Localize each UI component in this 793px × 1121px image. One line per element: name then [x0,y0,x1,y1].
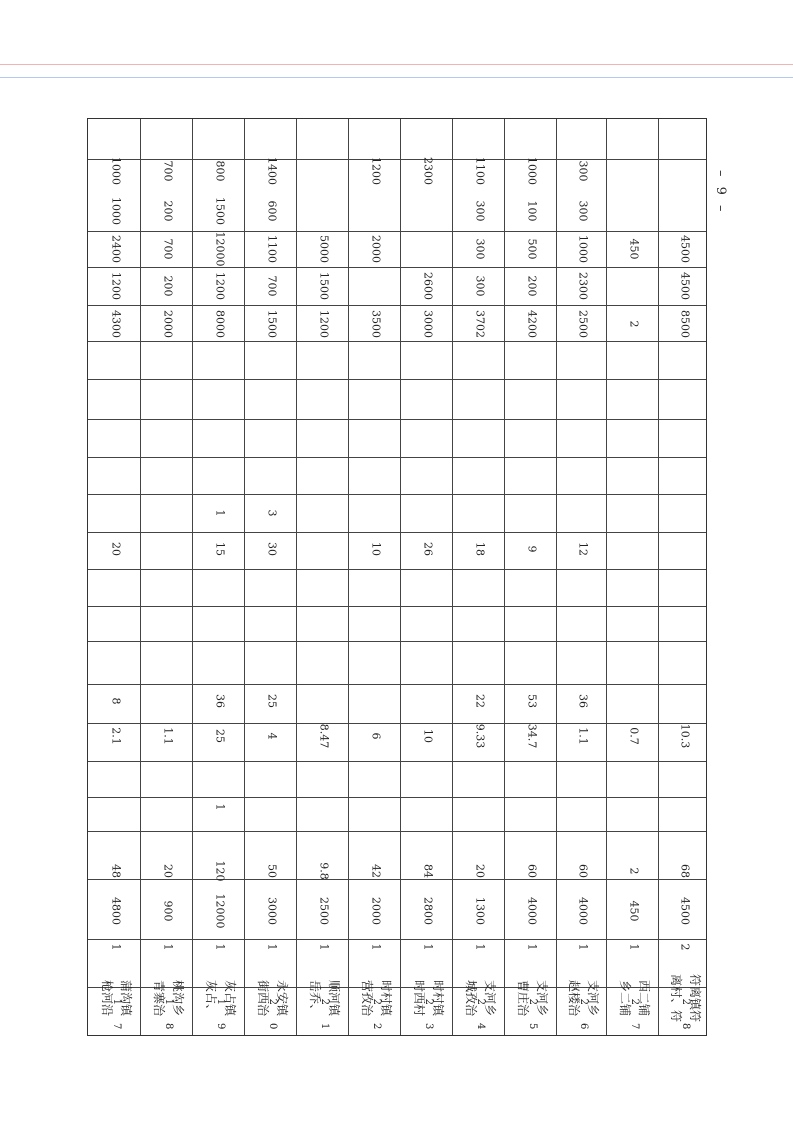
table-cell-c2: 12000 [213,893,227,929]
table-cell-c19: 200 [525,275,539,297]
table-cell-c12: 9 [525,545,539,553]
table-cell-c20: 12000 [213,231,227,267]
table-cell-c21: 200 [161,200,175,222]
table-cell-c1: 1 [213,943,227,951]
table-cell-c1: 1 [627,943,641,951]
row-divider [88,231,706,232]
column-divider [244,119,245,1035]
row-divider [88,684,706,685]
column-divider [504,119,505,1035]
table-cell-c3: 42 [369,864,383,878]
table-cell-c20: 450 [627,238,641,260]
row-divider [88,939,706,940]
page-number: – 9 – [713,170,728,215]
row-index: 25 [527,998,538,1048]
table-cell-c7: 10.3 [678,723,692,749]
table-cell-c19: 1500 [317,272,331,300]
table-cell-c18: 3702 [473,310,487,338]
table-cell-c19: 1200 [213,272,227,300]
table-cell-c2: 4000 [525,897,539,925]
table-cell-c12: 10 [369,542,383,556]
row-name: 桃沟乡 青寨治 [152,979,186,1017]
table-cell-c8: 8 [109,697,123,705]
header-rule-red [0,64,793,65]
table-cell-c22: 700 [161,160,175,182]
table-cell-c22: 1000 [109,157,123,185]
table-cell-c2: 4000 [576,897,590,925]
table-cell-c7: 10 [421,729,435,743]
table-cell-c7: 2.1 [109,727,123,745]
table-cell-c1: 2 [678,943,692,951]
row-name: 时村镇 时西村 [412,979,446,1017]
table-cell-c18: 2 [627,320,641,328]
table-cell-c3: 50 [265,864,279,878]
table-cell-c2: 2000 [369,897,383,925]
table-cell-c1: 1 [109,943,123,951]
row-divider [88,761,706,762]
table-cell-c18: 3500 [369,310,383,338]
row-index: 22 [371,998,382,1048]
table-cell-c21: 300 [576,200,590,222]
row-divider [88,879,706,880]
table-cell-c13: 1 [213,509,227,517]
table-cell-c1: 1 [421,943,435,951]
row-divider [88,532,706,533]
row-name: 西二铺 乡二铺 [618,979,652,1017]
table-cell-c20: 2000 [369,235,383,263]
table-cell-c2: 900 [161,900,175,922]
row-name: 顺河镇 岳乔、 [308,979,342,1017]
table-cell-c2: 450 [627,900,641,922]
table-cell-c18: 2500 [576,310,590,338]
table-cell-c21: 600 [265,200,279,222]
table-cell-c22: 800 [213,160,227,182]
table-cell-c20: 1000 [576,235,590,263]
table-cell-c18: 1500 [265,310,279,338]
table-cell-c18: 2000 [161,310,175,338]
table-cell-c7: 25 [213,729,227,743]
row-divider [88,419,706,420]
table-cell-c20: 1100 [265,235,279,263]
table-cell-c22: 300 [576,160,590,182]
column-divider [348,119,349,1035]
table-cell-c22: 1200 [369,157,383,185]
table-cell-c7: 0.7 [627,727,641,745]
row-divider [88,159,706,160]
table-cell-c3: 20 [473,864,487,878]
table-cell-c3: 2 [627,867,641,875]
table-cell-c12: 30 [265,542,279,556]
row-index: 27 [629,998,640,1048]
table-cell-c3: 120 [213,860,227,882]
row-divider [88,831,706,832]
table-cell-c7: 1.1 [576,727,590,745]
table-cell-c7: 1.1 [161,727,175,745]
table-cell-c8: 25 [265,694,279,708]
row-name: 灰占镇 灰占、 [204,979,238,1017]
table-cell-c7: 8.47 [317,723,331,749]
column-divider [400,119,401,1035]
column-divider [192,119,193,1035]
table-cell-c2: 1300 [473,897,487,925]
table-cell-c3: 20 [161,864,175,878]
column-divider [556,119,557,1035]
table-cell-c1: 1 [576,943,590,951]
column-divider [452,119,453,1035]
data-table [87,118,707,1048]
table-cell-c21: 1500 [213,197,227,225]
table-cell-c22: 2300 [421,157,435,185]
table-cell-c21: 300 [473,200,487,222]
table-cell-c22: 1000 [525,157,539,185]
row-index: 26 [578,998,589,1048]
table-cell-c3: 48 [109,864,123,878]
table-cell-c22: 1400 [265,157,279,185]
table-cell-c19: 700 [265,275,279,297]
table-cell-c1: 1 [317,943,331,951]
table-cell-c18: 8000 [213,310,227,338]
table-cell-c2: 4500 [678,897,692,925]
row-name: 永安镇 街西治 [256,979,290,1017]
column-divider [658,119,659,1035]
column-divider [140,119,141,1035]
table-cell-c1: 1 [161,943,175,951]
row-divider [88,267,706,268]
table-cell-c8: 36 [576,694,590,708]
table-cell-c20: 500 [525,238,539,260]
table-cell-c18: 4300 [109,310,123,338]
table-cell-c19: 200 [161,275,175,297]
table-cell-c20: 4500 [678,235,692,263]
table-cell-c2: 3000 [265,897,279,925]
table-cell-c7: 34.7 [525,723,539,749]
table-cell-c21: 1000 [109,197,123,225]
table-cell-c8: 53 [525,694,539,708]
row-divider [88,457,706,458]
row-divider [88,379,706,380]
row-name: 符离镇符 离村、符 [669,973,703,1023]
column-divider [606,119,607,1035]
row-divider [88,569,706,570]
table-cell-c20: 700 [161,238,175,260]
table-cell-c20: 5000 [317,235,331,263]
table-cell-c18: 3000 [421,310,435,338]
table-cell-c19: 2600 [421,272,435,300]
table-cell-c8: 36 [213,694,227,708]
column-divider [296,119,297,1035]
table-cell-c7: 6 [369,732,383,740]
table-cell-c3: 84 [421,864,435,878]
table-cell-c7: 9.33 [473,723,487,749]
table-cell-c3: 60 [525,864,539,878]
table-cell-c1: 1 [265,943,279,951]
header-rule-blue [0,77,793,78]
table-cell-c1: 1 [369,943,383,951]
row-divider [88,341,706,342]
row-index: 20 [267,998,278,1048]
row-divider [88,494,706,495]
row-index: 19 [215,998,226,1048]
row-name: 支河乡 城孜治 [464,979,498,1017]
table-cell-c7: 4 [265,732,279,740]
row-index: 28 [680,998,691,1048]
row-index: 17 [111,998,122,1048]
table-cell-c13: 3 [265,509,279,517]
row-index: 24 [475,998,486,1048]
table-cell-c3: 60 [576,864,590,878]
table-cell-c2: 2500 [317,897,331,925]
table-cell-c19: 2300 [576,272,590,300]
table-cell-c2: 2800 [421,897,435,925]
row-index: 23 [423,998,434,1048]
table-cell-c20: 300 [473,238,487,260]
table-cell-c19: 300 [473,275,487,297]
table-cell-c20: 2400 [109,235,123,263]
row-divider [88,723,706,724]
table-cell-c5: 1 [213,803,227,811]
row-divider [88,606,706,607]
table-cell-c18: 1200 [317,310,331,338]
row-name: 蒲沟镇 枪河沿 [100,979,134,1017]
table-cell-c19: 1200 [109,272,123,300]
row-divider [88,797,706,798]
row-name: 支河乡 曹庄治 [516,979,550,1017]
table-cell-c19: 4500 [678,272,692,300]
table-cell-c18: 4200 [525,310,539,338]
row-name: 支河乡 赵楼治 [567,979,601,1017]
table-cell-c12: 18 [473,542,487,556]
table-cell-c18: 8500 [678,310,692,338]
row-divider [88,305,706,306]
table-cell-c22: 1100 [473,157,487,185]
row-index: 21 [319,998,330,1048]
row-divider [88,641,706,642]
table-cell-c1: 1 [473,943,487,951]
table-cell-c12: 26 [421,542,435,556]
table-cell-c21: 100 [525,200,539,222]
row-name: 时村镇 营孜治 [360,979,394,1017]
table-cell-c3: 9.8 [317,862,331,880]
table-cell-c12: 12 [576,542,590,556]
table-cell-c12: 15 [213,542,227,556]
table-cell-c8: 22 [473,694,487,708]
row-index: 18 [163,998,174,1048]
table-cell-c1: 1 [525,943,539,951]
table-cell-c3: 68 [678,864,692,878]
table-cell-c12: 20 [109,542,123,556]
table-cell-c2: 4800 [109,897,123,925]
